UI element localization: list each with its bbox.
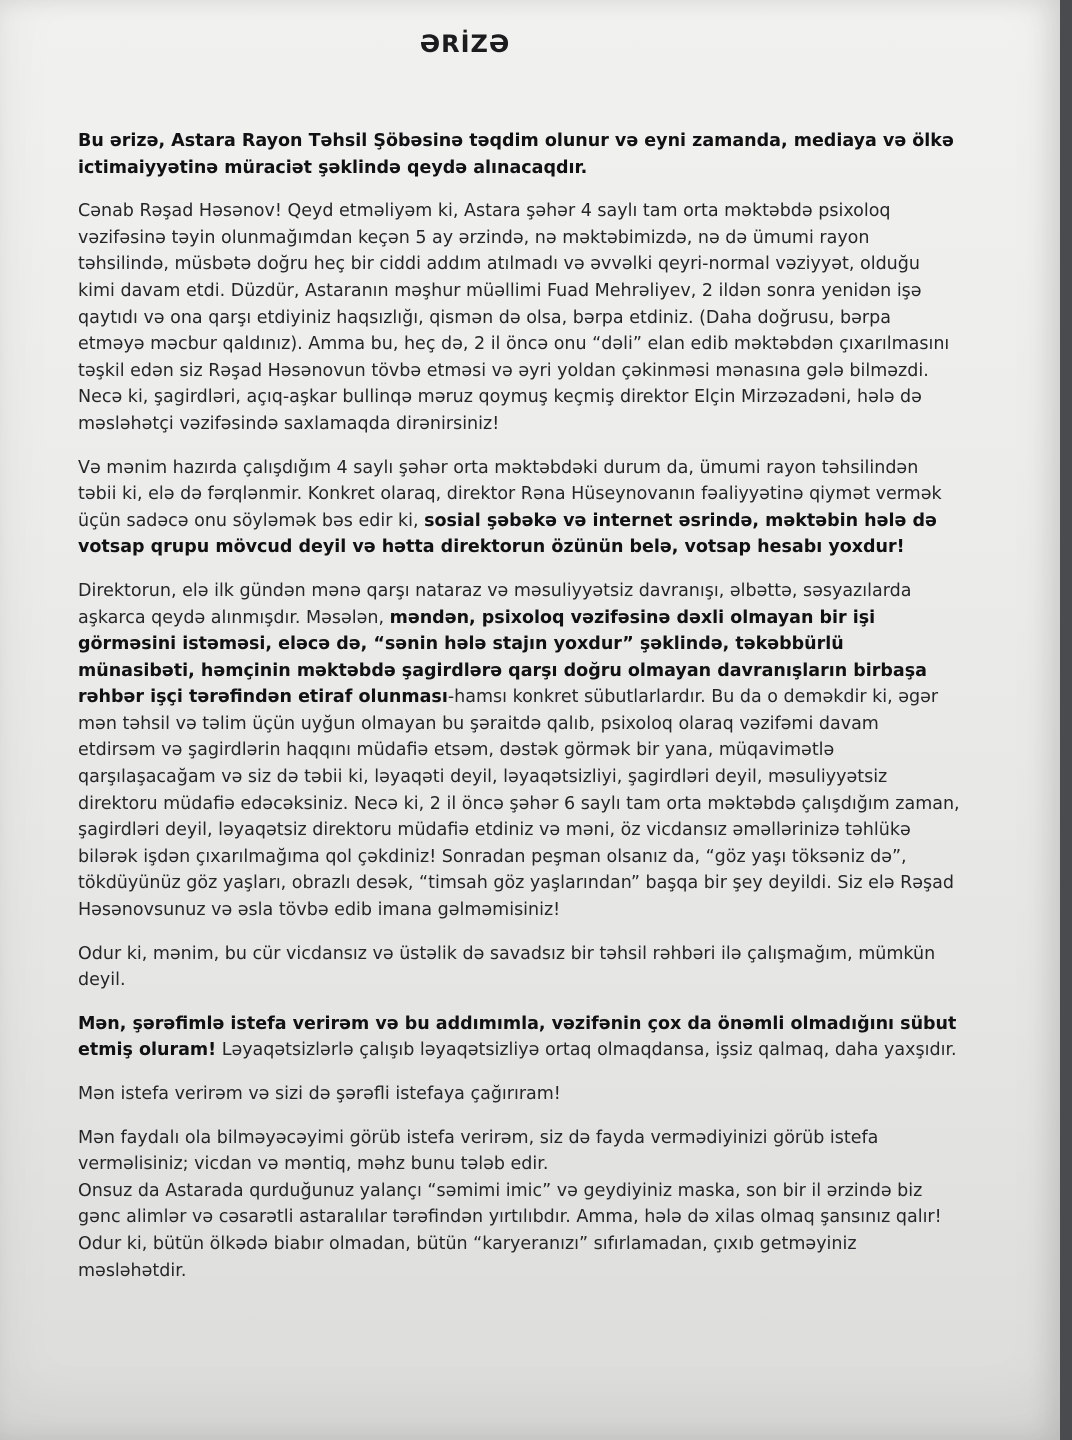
paragraph-4: Odur ki, mənim, bu cür vicdansız və üstəlik də savadsız bir təhsil rəhbəri ilə çalışmağım, mümkün deyil. xyxy=(78,943,936,991)
paragraph-2 xyxy=(78,455,960,561)
paragraph-6: Mən istefa verirəm və sizi də şərəfli istefaya çağırıram! xyxy=(78,1084,561,1104)
paragraph-3-rest: -hamsı konkret sübutlarlardır. Bu da o deməkdir ki, əgər mən təhsil və təlim üçün uyğun olmayan bu şəraitdə qalıb, psixoloq olaraq vəzifəmi davam etdirsəm və şagirdlərin haqqını müdafiə etsəm, dəstək görmək bir yana, müqavimətlə qarşılaşacağam və siz də təbii ki, ləyaqəti deyil, ləyaqətsizliyi, şagirdləri deyil, məsuliyyətsiz direktoru müdafiə edəcəksiniz. Necə ki, 2 il öncə şəhər 6 saylı tam orta məktəbdə çalışdığım zaman, şagirdləri deyil, ləyaqətsiz direktoru müdafiə etdiniz və məni, öz vicdansız əməllərinizə təhlükə bilərək işdən çıxarılmağıma qol çəkdiniz! Sonradan peşman olsanız da, “göz yaşı töksəniz də”, tökdüyünüz göz yaşları, obrazlı desək, “timsah göz yaşlarından” başqa bir şey deyildi. Siz elə Rəşad Həsənovsunuz və əsla tövbə edib imana gəlməmisiniz! xyxy=(78,687,960,921)
paragraph-5-text: Ləyaqətsizlərlə çalışıb ləyaqətsizliyə ortaq olmaqdansa, işsiz qalmaq, daha yaxşıdır. xyxy=(216,1040,957,1061)
intro-text: Bu ərizə, Astara Rayon Təhsil Şöbəsinə təqdim olunur və eyni zamanda, mediaya və ölkə ictimaiyyətinə müraciət şəklində qeydə alınacaqdır. xyxy=(78,131,954,178)
paragraph-3-text: Direktorun, elə ilk gündən mənə qarşı nataraz və məsuliyyətsiz davranışı, əlbəttə, səsyazılarda aşkarca qeydə alınmışdır. Məsələn, xyxy=(78,580,912,628)
intro-paragraph xyxy=(78,128,960,181)
paragraph-5-bold: Mən, şərəfimlə istefa verirəm və bu addımımla, vəzifənin çox da önəmli olmadığını sübut etmiş oluram! xyxy=(78,1013,957,1061)
paragraph-3-bold: məndən, psixoloq vəzifəsinə dəxli olmayan bir işi görməsini istəməsi, eləcə də, “sənin hələ stajın yoxdur” şəklində, təkəbbürlü münasibəti, həmçinin məktəbdə şagirdlərə qarşı doğru olmayan davranışların birbaşa rəhbər işçi tərəfindən etiraf olunması xyxy=(78,607,927,708)
background-edge xyxy=(1060,0,1072,1440)
document-title: ƏRİZƏ xyxy=(419,30,511,58)
paragraph-5 xyxy=(78,1011,960,1064)
paragraph-1: Cənab Rəşad Həsənov! Qeyd etməliyəm ki, Astara şəhər 4 saylı tam orta məktəbdə psixoloq vəzifəsinə təyin olunmağımdan keçən 5 ay ərzində, nə məktəbimizdə, nə də ümumi rayon təhsilində, müsbətə doğru heç bir ciddi addım atılmadı və əvvəlki qeyri-normal vəziyyət, olduğu kimi davam etdi. Düzdür, Astaranın məşhur müəllimi Fuad Mehrəliyev, 2 ildən sonra yenidən işə qaytıdı və ona qarşı etdiyiniz haqsızlığı, qismən də olsa, bərpa etdiniz. (Daha doğrusu, bərpa etməyə məcbur qaldınız). Amma bu, heç də, 2 il öncə onu “dəli” elan edib məktəbdən çıxarılmasını təşkil edən siz Rəşad Həsənovun tövbə etməsi və əyri yoldan çəkinməsi mənasına gələ bilməzdi. Necə ki, şagirdləri, açıq-aşkar bullinqə məruz qoymuş keçmiş direktor Elçin Mirzəzadəni, hələ də məsləhətçi vəzifəsində saxlamaqda dirənirsiniz! xyxy=(78,201,950,434)
paragraph-2-bold: sosial şəbəkə və internet əsrində, məktəbin hələ də votsap qrupu mövcud deyil və hətta direktorun özünün belə, votsap hesabı yoxdur! xyxy=(78,510,937,558)
paragraph-2-text: Və mənim hazırda çalışdığım 4 saylı şəhər orta məktəbdəki durum da, ümumi rayon təhsilindən təbii ki, elə də fərqlənmir. Konkret olaraq, direktor Rəna Hüseynovanın fəaliyyətinə qiymət vermək üçün sadəcə onu söyləmək bəs edir ki, xyxy=(78,457,942,531)
paragraph-7: Mən faydalı ola bilməyəcəyimi görüb istefa verirəm, siz də fayda vermədiyinizi görüb istefa verməlisiniz; vicdan və məntiq, məhz bunu tələb edir. xyxy=(78,1127,879,1175)
document-body xyxy=(78,128,960,1301)
paragraph-8: Onsuz da Astarada qurduğunuz yalançı “səmimi imic” və geydiyiniz maska, son bir il ərzində biz gənc alimlər və cəsarətli astaralılar tərəfindən yırtılıbdır. Amma, hələ də xilas olmaq şansınız qalır! Odur ki, bütün ölkədə biabır olmadan, bütün “karyeranızı” sıfırlamadan, çıxıb getməyiniz məsləhətdir. xyxy=(78,1180,942,1281)
paragraph-3 xyxy=(78,578,960,924)
